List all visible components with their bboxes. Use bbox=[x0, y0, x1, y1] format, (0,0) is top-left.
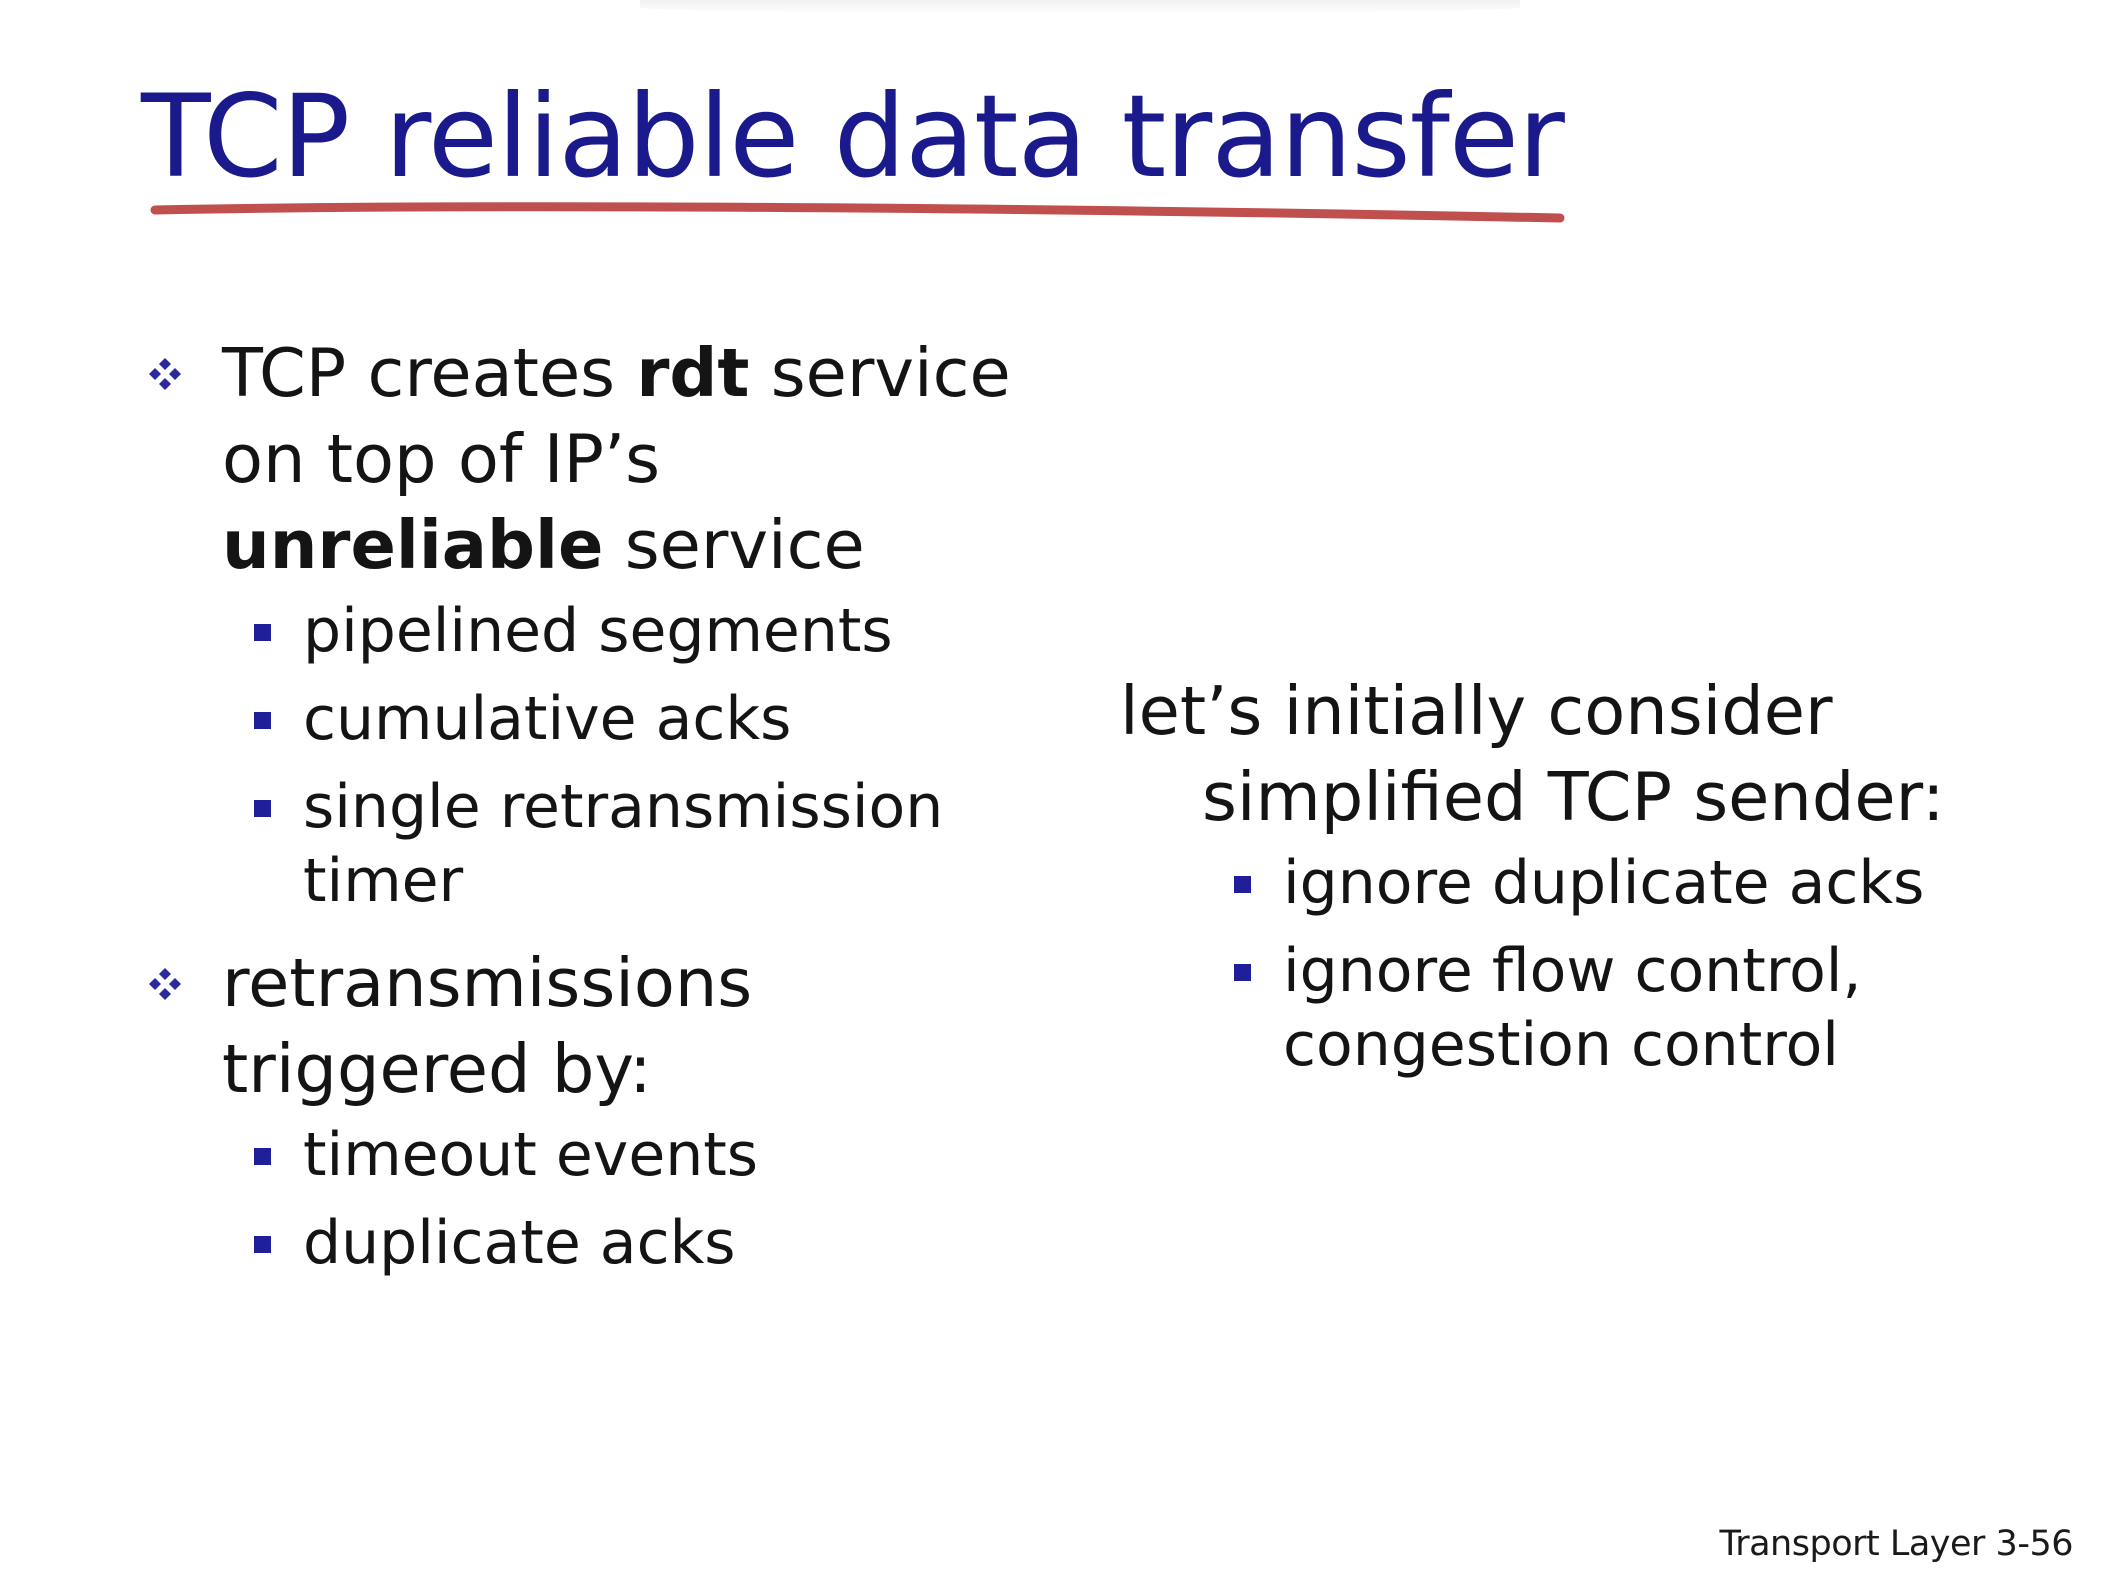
rdt-text-part1: TCP creates bbox=[222, 334, 637, 412]
rdt-text-part3: service bbox=[603, 506, 865, 584]
top-shadow bbox=[640, 0, 1520, 14]
right-column bbox=[1120, 668, 2000, 1082]
sub-text: timeout events bbox=[303, 1120, 759, 1190]
sub-ignore-flow-control bbox=[1120, 934, 2000, 1082]
sub-text: single retransmission bbox=[303, 772, 944, 842]
sub-text: ignore flow control, bbox=[1283, 936, 1862, 1006]
retrans-line2: triggered by: bbox=[222, 1030, 652, 1108]
simplified-sender-intro bbox=[1120, 668, 2000, 840]
sub-ignore-duplicate-acks bbox=[1120, 846, 2000, 920]
rdt-text-part2: service bbox=[749, 334, 1011, 412]
sub-single-retransmission-timer bbox=[140, 770, 1100, 918]
diamond-cluster-icon bbox=[145, 964, 185, 1004]
bullet-rdt-service bbox=[140, 330, 1100, 588]
sub-pipelined-segments bbox=[140, 594, 1100, 668]
square-bullet-icon bbox=[254, 624, 271, 641]
unreliable-bold: unreliable bbox=[222, 506, 604, 584]
diamond-cluster-icon bbox=[145, 354, 185, 394]
square-bullet-icon bbox=[1234, 964, 1251, 981]
slide-footer: Transport Layer 3-56 bbox=[1719, 1524, 2073, 1564]
sub-text: ignore duplicate acks bbox=[1283, 848, 1925, 918]
left-column bbox=[140, 330, 1100, 1280]
rdt-bold: rdt bbox=[636, 334, 750, 412]
sub-duplicate-acks bbox=[140, 1206, 1100, 1280]
square-bullet-icon bbox=[254, 712, 271, 729]
title-underline bbox=[150, 196, 1570, 236]
sub-text: pipelined segments bbox=[303, 596, 893, 666]
sub-text: cumulative acks bbox=[303, 684, 792, 754]
slide-title: TCP reliable data transfer bbox=[141, 70, 1564, 203]
sub-text: duplicate acks bbox=[303, 1208, 736, 1278]
square-bullet-icon bbox=[254, 800, 271, 817]
sub-text-cont: congestion control bbox=[1283, 1010, 1839, 1080]
sub-timeout-events bbox=[140, 1118, 1100, 1192]
rdt-text-line2: on top of IP’s bbox=[222, 420, 661, 498]
bullet-retransmissions bbox=[140, 940, 1100, 1112]
sub-cumulative-acks bbox=[140, 682, 1100, 756]
intro-line1: let’s initially consider bbox=[1120, 672, 1833, 750]
square-bullet-icon bbox=[254, 1236, 271, 1253]
intro-line2: simplified TCP sender: bbox=[1202, 758, 1945, 836]
sub-text-cont: timer bbox=[303, 846, 464, 916]
retrans-line1: retransmissions bbox=[222, 944, 753, 1022]
square-bullet-icon bbox=[254, 1148, 271, 1165]
square-bullet-icon bbox=[1234, 876, 1251, 893]
